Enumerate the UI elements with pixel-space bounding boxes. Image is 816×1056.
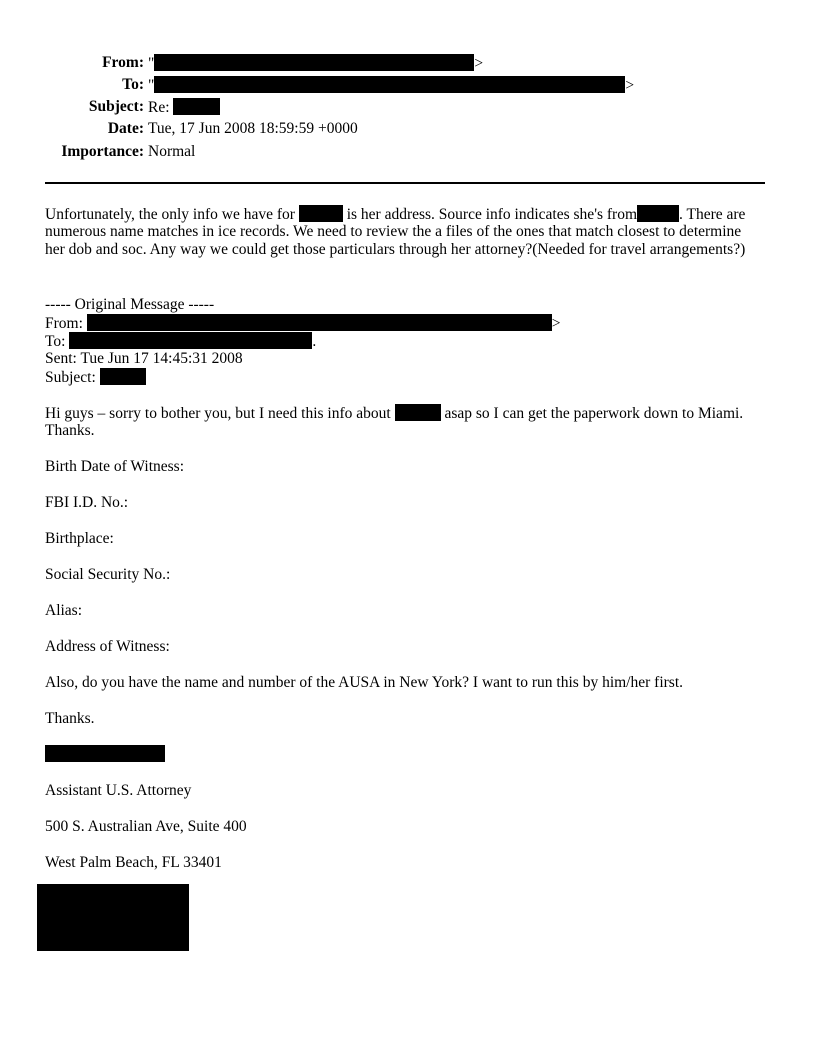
redaction-witness [395,404,441,421]
original-body-1a: Hi guys – sorry to bother you, but I need this info about [45,405,391,422]
field-birthplace: Birthplace: [45,530,114,547]
from-quote: " [148,55,155,72]
redaction-original-subject [100,368,146,385]
header-divider [45,182,765,184]
from-suffix: > [474,55,484,72]
importance-label: Importance: [61,143,144,160]
subject-label: Subject: [88,98,144,115]
original-body-thanks: Thanks. [45,422,95,439]
to-suffix: > [625,77,635,94]
reply-line-1 [45,205,745,224]
redaction-name [299,205,343,222]
field-address: Address of Witness: [45,638,170,655]
original-to-suffix: . [312,333,317,350]
field-ssn: Social Security No.: [45,566,171,583]
address-line-1: 500 S. Australian Ave, Suite 400 [45,818,247,835]
to-label: To: [122,76,144,93]
field-alias: Alias: [45,602,83,619]
redaction-place [637,205,679,222]
original-body-line-1 [45,404,743,423]
reply-text-1c: . There are [679,206,746,223]
to-value [148,76,634,95]
date-label: Date: [107,120,144,137]
address-line-2: West Palm Beach, FL 33401 [45,854,222,871]
original-to-label: To: [45,333,66,350]
redaction-signature-name [45,745,165,762]
importance-value: Normal [148,143,196,160]
redaction-contact-block [37,884,189,951]
original-from-label: From: [45,315,83,332]
reply-text-1a: Unfortunately, the only info we have for [45,206,295,223]
redaction-original-from [87,314,552,331]
field-birth-date: Birth Date of Witness: [45,458,185,475]
redaction-from [154,54,474,71]
closing-thanks: Thanks. [45,710,95,727]
original-to-row [45,332,316,351]
from-value [148,54,483,73]
signature-title: Assistant U.S. Attorney [45,782,192,799]
original-subject-row [45,368,146,387]
to-quote: " [148,77,155,94]
redaction-to [154,76,625,93]
reply-line-3: her dob and soc. Any way we could get those particulars through her attorney?(Needed for travel arrangements?) [45,241,746,258]
original-message-divider: ----- Original Message ----- [45,296,215,313]
also-question: Also, do you have the name and number of the AUSA in New York? I want to run this by him/her first. [45,674,683,691]
from-label: From: [102,54,144,71]
reply-text-1b: is her address. Source info indicates she's from [346,206,638,223]
reply-line-2: numerous name matches in ice records. We need to review the a files of the ones that match closest to determine [45,223,742,240]
original-body-1b: asap so I can get the paperwork down to Miami. [444,405,744,422]
field-fbi-id: FBI I.D. No.: [45,494,129,511]
original-from-row [45,314,561,333]
subject-value [148,98,220,117]
date-value: Tue, 17 Jun 2008 18:59:59 +0000 [148,120,358,137]
redaction-subject [173,98,220,115]
original-subject-label: Subject: [45,369,96,386]
original-from-suffix: > [551,315,561,332]
redaction-original-to [69,332,312,349]
original-sent: Sent: Tue Jun 17 14:45:31 2008 [45,350,243,367]
subject-prefix: Re: [148,99,170,116]
